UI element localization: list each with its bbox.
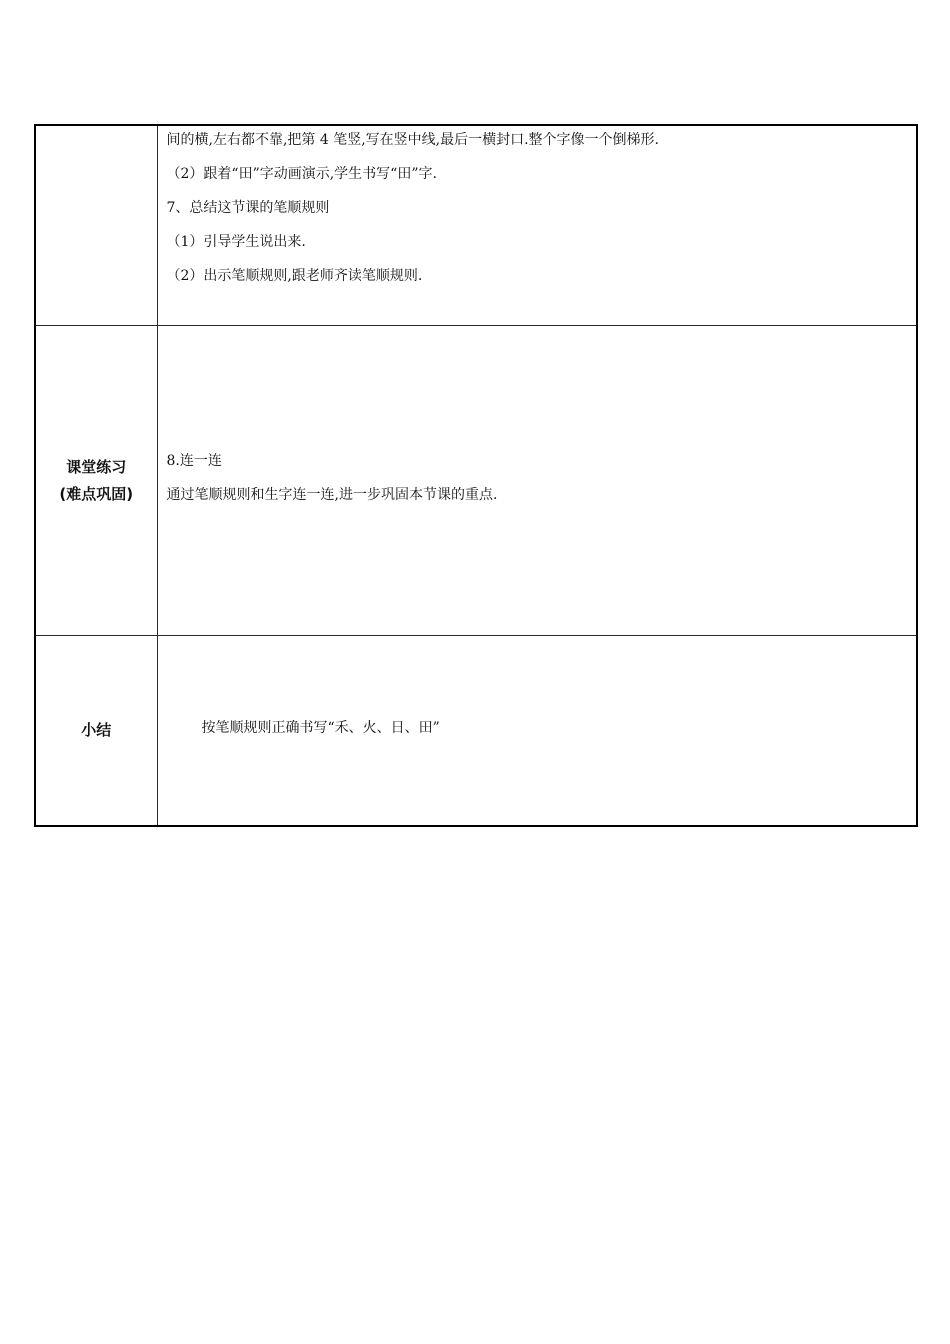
row-content-teaching-process	[157, 125, 917, 326]
content-line: 间的横,左右都不靠,把第 4 笔竖,写在竖中线,最后一横封口.整个字像一个倒梯形.	[166, 132, 660, 148]
row-content-summary	[157, 636, 917, 827]
row-label-classroom-practice	[35, 326, 157, 636]
content-line: 通过笔顺规则和生字连一连,进一步巩固本节课的重点.	[166, 486, 498, 503]
row-label-line: 小结	[81, 721, 112, 739]
lesson-plan-table	[34, 124, 918, 827]
table-row-summary	[35, 636, 917, 827]
table-row-teaching-process	[35, 125, 917, 326]
content-line: 8.连一连	[166, 452, 222, 469]
content-line: （2）出示笔顺规则,跟老师齐读笔顺规则.	[166, 268, 423, 284]
row-label-line: (难点巩固)	[59, 484, 134, 503]
row-label-empty	[35, 125, 157, 326]
row-label-line: 课堂练习	[66, 457, 127, 476]
row-content-classroom-practice	[157, 326, 917, 636]
content-line: 7、总结这节课的笔顺规则	[166, 200, 330, 216]
row-label-summary	[35, 636, 157, 827]
table-row-classroom-practice	[35, 326, 917, 636]
content-line: 按笔顺规则正确书写“禾、火、日、田”	[201, 719, 440, 736]
content-line: （1）引导学生说出来.	[166, 234, 306, 250]
content-line: （2）跟着“田”字动画演示,学生书写“田”字.	[166, 166, 437, 182]
